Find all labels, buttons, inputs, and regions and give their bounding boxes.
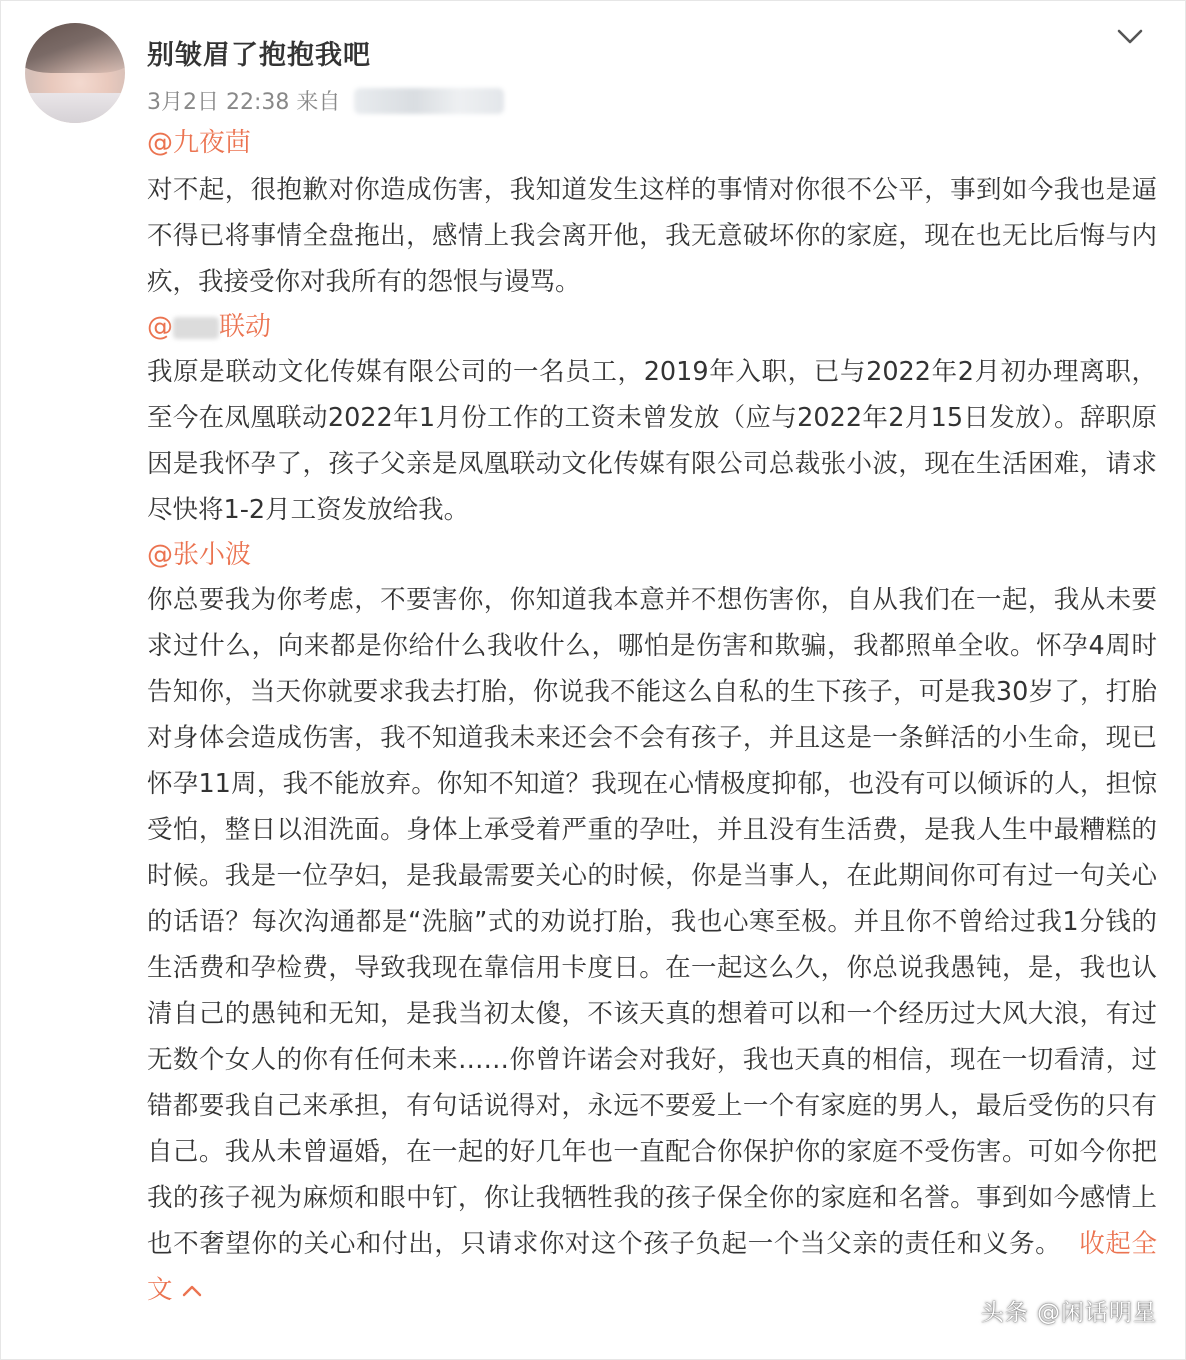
mention-link[interactable]: @九夜茴 — [147, 128, 252, 158]
mention-suffix: 联动 — [219, 312, 272, 342]
avatar[interactable] — [25, 23, 125, 123]
mention-link[interactable]: @张小波 — [147, 540, 252, 570]
mention-link[interactable] — [147, 305, 1157, 349]
avatar-pillow — [25, 93, 125, 123]
blurred-text — [173, 317, 219, 339]
username[interactable]: 别皱眉了抱抱我吧 — [147, 40, 371, 71]
chevron-up-icon — [181, 1283, 203, 1299]
chevron-down-icon[interactable] — [1115, 23, 1145, 49]
avatar-hair — [25, 23, 125, 73]
paragraph-body: 你总要我为你考虑，不要害你，你知道我本意并不想伤害你，自从我们在一起，我从未要求过什么，向来都是你给什么我收什么，哪怕是伤害和欺骗，我都照单全收。怀孕4周时告知你，当天你就要求我去打胎，你说我不能这么自私的生下孩子，可是我30岁了，打胎对身体会造成伤害，我不知道我未来还会不会有孩子，并且这是一条鲜活的小生命，现已怀孕11周，我不能放弃。你知不知道？我现在心情极度抑郁，也没有可以倾诉的人，担惊受怕，整日以泪洗面。身体上承受着严重的孕吐，并且没有生活费，是我人生中最糟糕的时候。我是一位孕妇，是我最需要关心的时候，你是当事人，在此期间你可有过一句关心的话语？每次沟通都是“洗脑”式的劝说打胎，我也心寒至极。并且你不曾给过我1分钱的生活费和孕检费，导致我现在靠信用卡度日。在一起这么久，你总说我愚钝，是，我也认清自己的愚钝和无知，是我当初太傻，不该天真的想着可以和一个经历过大风大浪，有过无数个女人的你有任何未来……你曾许诺会对我好，我也天真的相信，现在一切看清，过错都要我自己来承担，有句话说得对，永远不要爱上一个有家庭的男人，最后受伤的只有自己。我从未曾逼婚，在一起的好几年也一直配合你保护你的家庭不受伤害。可如今你把我的孩子视为麻烦和眼中钉，你让我牺牲我的孩子保全你的家庭和名誉。事到如今感情上也不奢望你的关心和付出，只请求你对这个孩子负起一个当父亲的责任和义务。 — [147, 585, 1157, 1259]
paragraph-part: 联动文化传媒有限公司的一名员工，2019年入职，已与2022年2月初办理离职，至今在凤凰联动2022年1月份工作的工资未曾发放（应与2022年2月15日发放）。辞职原因是我怀孕了，孩子父亲是凤凰联动文化传媒有限公司总裁张小波，现在生活困难，请求尽快将1-2月工资发放给我。 — [147, 357, 1157, 525]
blurred-source — [354, 88, 504, 114]
paragraph — [147, 577, 1157, 1313]
post-content — [147, 121, 1157, 1313]
paragraph — [147, 349, 1157, 533]
post-meta — [147, 85, 504, 116]
watermark: 头条 @闲话明星 — [980, 1300, 1157, 1326]
mention-prefix: @ — [147, 312, 173, 342]
post-timestamp: 3月2日 22:38 来自 — [147, 90, 341, 115]
paragraph: 对不起，很抱歉对你造成伤害，我知道发生这样的事情对你很不公平，事到如今我也是逼不得已将事情全盘拖出，感情上我会离开他，我无意破坏你的家庭，现在也无比后悔与内疚，我接受你对我所有的怨恨与谩骂。 — [147, 175, 1157, 297]
collapse-label: 收起全文 — [147, 1229, 1157, 1305]
paragraph-part: 我原是 — [147, 357, 226, 387]
